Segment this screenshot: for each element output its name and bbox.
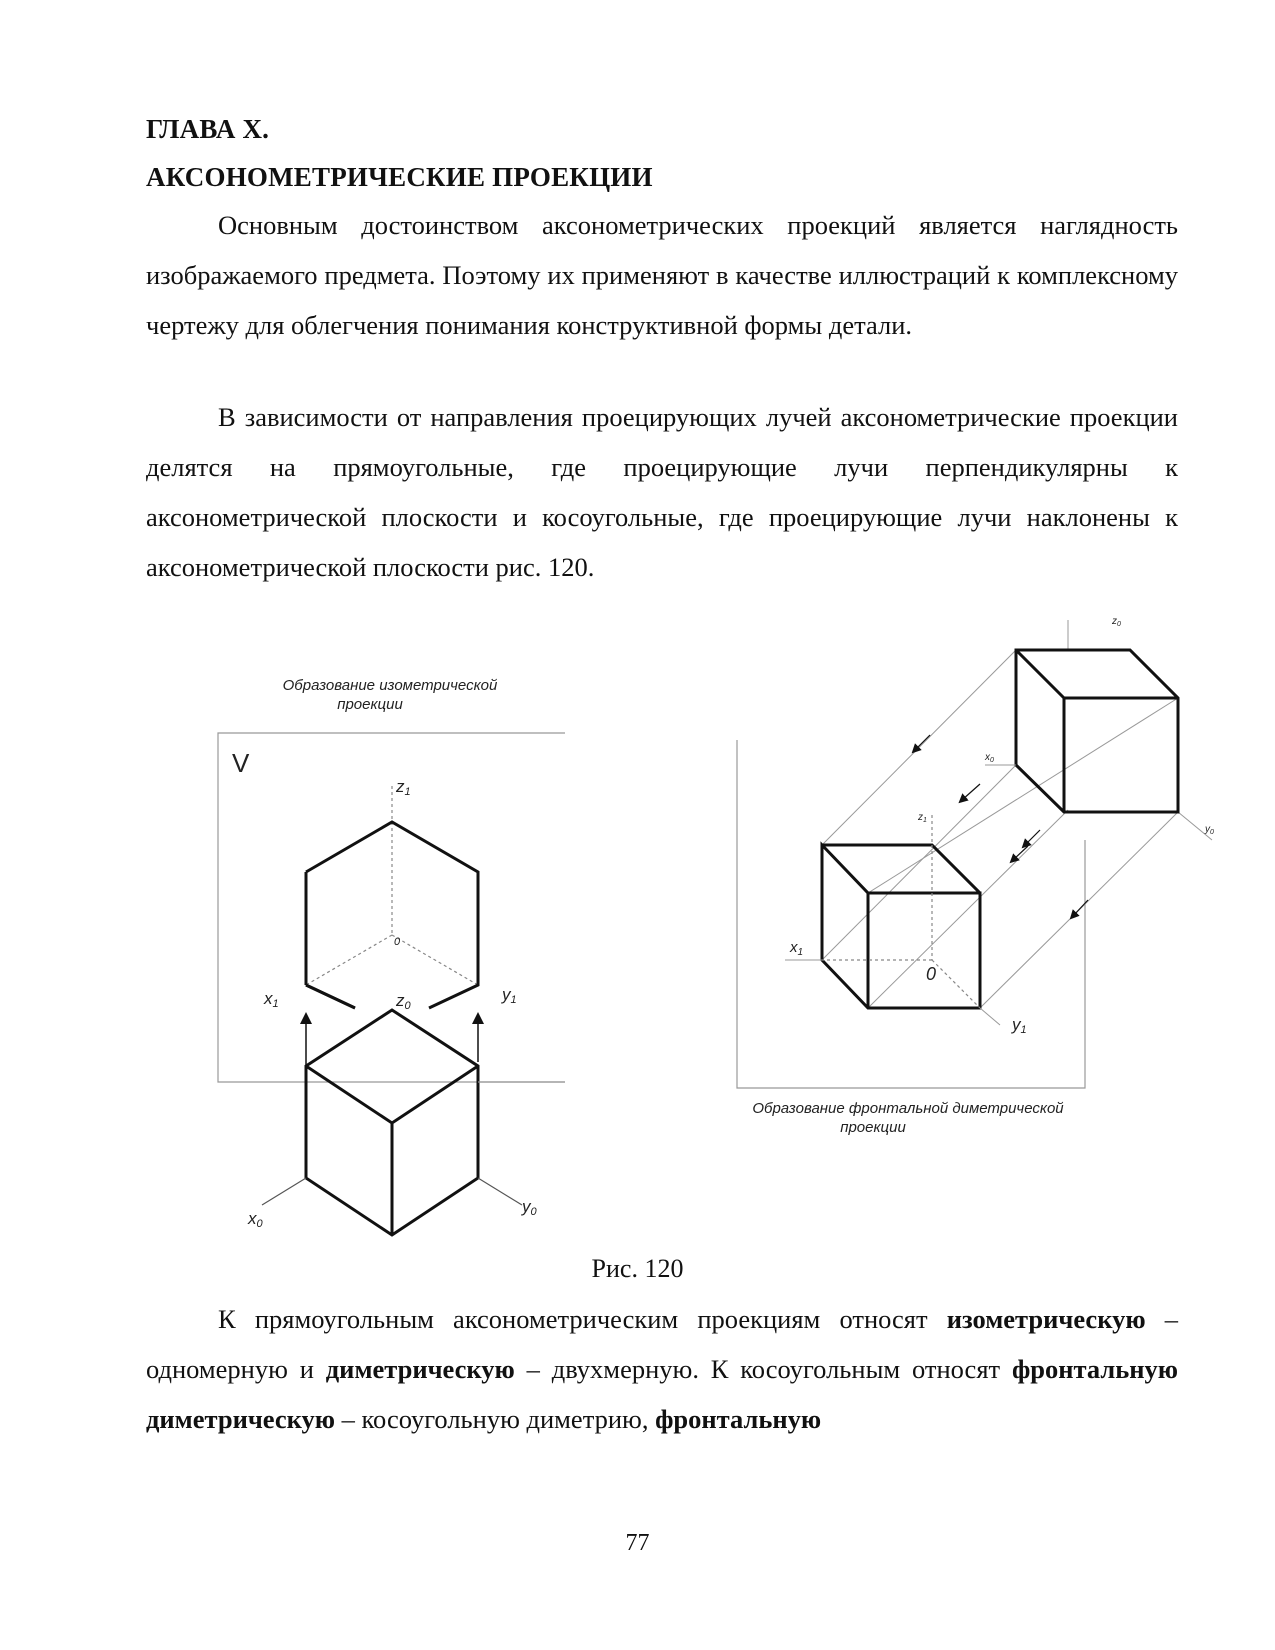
figure-caption: Рис. 120 bbox=[591, 1254, 684, 1283]
chapter-title: АКСОНОМЕТРИЧЕСКИЕ ПРОЕКЦИИ bbox=[146, 162, 653, 192]
axis-y0 bbox=[478, 1178, 522, 1205]
label-x0: $x_0$ bbox=[985, 752, 994, 764]
plane-frame bbox=[737, 740, 1085, 1088]
label-z0: z0 bbox=[396, 991, 411, 1012]
plane-v-label: V bbox=[232, 748, 250, 778]
hidden-edge-right bbox=[392, 935, 478, 985]
label-z1: z1 bbox=[396, 777, 411, 798]
ray-arrow-3 bbox=[1025, 830, 1040, 845]
original-cube bbox=[306, 1010, 478, 1235]
ray-arrow-2 bbox=[962, 784, 980, 800]
paragraph-3 bbox=[146, 1294, 1178, 1444]
original-cube bbox=[1016, 650, 1178, 812]
dimetric-caption-line1: Образование фронтальной диметрической bbox=[752, 1100, 1064, 1117]
axis-y1-line bbox=[980, 1008, 1000, 1025]
hidden-edge-left bbox=[306, 935, 392, 985]
label-origin: 0 bbox=[926, 964, 937, 984]
label-z1: $z_1$ bbox=[918, 812, 927, 824]
dimetric-caption-line2: проекции bbox=[840, 1119, 906, 1136]
ray-arrow-4 bbox=[1013, 846, 1028, 860]
paragraph-3-text-3: – двухмерную. К косоугольным относят bbox=[514, 1354, 1012, 1384]
paragraph-3-text-1: К прямоугольным аксонометрическим проекциям относят bbox=[218, 1304, 947, 1334]
paragraph-3-text-4: – косоугольную диметрию, bbox=[335, 1404, 656, 1434]
label-x0: x0 bbox=[248, 1209, 263, 1230]
paragraph-1-text: Основным достоинством аксонометрических проекций является наглядность изображаемого предмета. Поэтому их применяют в качестве иллюстраций к комплексному чертежу для облегчения понимания конструктивной формы детали. bbox=[146, 210, 1178, 340]
isometric-diagram bbox=[218, 677, 565, 1235]
label-y1: y1 bbox=[1012, 1015, 1027, 1036]
label-z0: $z_0$ bbox=[1112, 616, 1121, 628]
paragraph-2-text: В зависимости от направления проецирующих лучей аксонометрические проекции делятся на прямоугольные, где проецирующие лучи перпендикулярны к аксонометрической плоскости и косоугольные, где проецирующие лучи наклонены к аксонометрической плоскости рис. 120. bbox=[146, 402, 1178, 582]
page-number: 77 bbox=[625, 1530, 650, 1556]
label-y0: y0 bbox=[522, 1197, 537, 1218]
label-origin: 0 bbox=[394, 936, 401, 948]
paragraph-3-text-2: –одномерную и bbox=[146, 1304, 1179, 1384]
term-frontal-dimetric: фронтальную диметрическую bbox=[146, 1354, 1179, 1434]
term-dimetric: диметрическую bbox=[325, 1354, 515, 1384]
projected-bottom-left bbox=[306, 985, 355, 1008]
label-x1: $x_1$ bbox=[790, 939, 804, 958]
term-isometric: изометрическую bbox=[946, 1304, 1146, 1334]
chapter-heading: ГЛАВА X. bbox=[146, 114, 270, 144]
ray-arrow-1 bbox=[915, 735, 930, 750]
axis-x0 bbox=[262, 1178, 306, 1205]
dimetric-diagram bbox=[737, 616, 1214, 1136]
label-y0: $y_0$ bbox=[1205, 824, 1214, 836]
ray-arrow-5 bbox=[1073, 900, 1088, 916]
isometric-caption-line2: проекции bbox=[337, 696, 403, 713]
isometric-caption-line1: Образование изометрической bbox=[282, 677, 498, 694]
term-frontal: фронтальную bbox=[655, 1404, 822, 1434]
label-y1: y1 bbox=[502, 985, 517, 1006]
label-x1: x1 bbox=[264, 989, 279, 1010]
projected-cube bbox=[822, 845, 980, 1008]
